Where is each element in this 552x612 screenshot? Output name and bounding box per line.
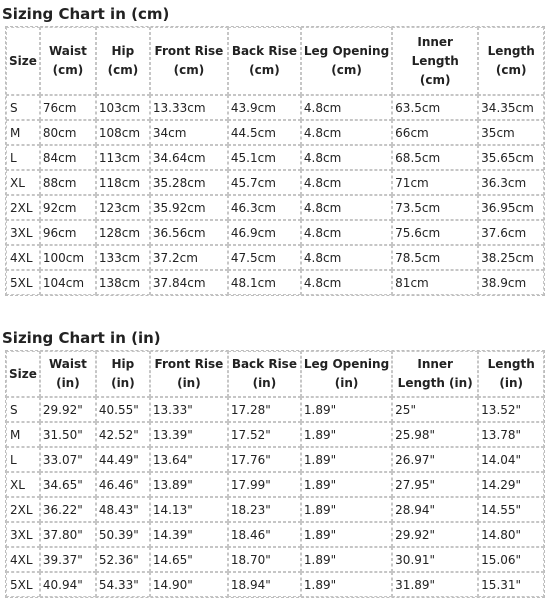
measurement-cell: 96cm: [40, 220, 96, 245]
measurement-cell: 31.50": [40, 422, 96, 447]
measurement-cell: 34.64cm: [150, 145, 228, 170]
table-row: [6, 397, 544, 422]
column-header: [40, 351, 96, 397]
measurement-cell: 29.92": [40, 397, 96, 422]
measurement-cell: 92cm: [40, 195, 96, 220]
measurement-cell: 34.35cm: [478, 95, 544, 120]
size-cell: S: [6, 397, 40, 422]
measurement-cell: 133cm: [96, 245, 150, 270]
table-row: [6, 447, 544, 472]
table-row: [6, 270, 544, 295]
column-header: [6, 27, 40, 95]
measurement-cell: 4.8cm: [301, 145, 392, 170]
measurement-cell: 18.23": [228, 497, 301, 522]
measurement-cell: 46.9cm: [228, 220, 301, 245]
column-header: [228, 351, 301, 397]
column-header-line: Back Rise: [231, 44, 297, 58]
measurement-cell: 14.90": [150, 572, 228, 597]
measurement-cell: 31.89": [392, 572, 478, 597]
measurement-cell: 13.89": [150, 472, 228, 497]
column-header-line: Front Rise: [154, 44, 224, 58]
measurement-cell: 75.6cm: [392, 220, 478, 245]
size-cell: 3XL: [6, 522, 40, 547]
table-row: [6, 195, 544, 220]
measurement-cell: 37.6cm: [478, 220, 544, 245]
measurement-cell: 17.99": [228, 472, 301, 497]
column-header: [478, 351, 544, 397]
measurement-cell: 17.28": [228, 397, 301, 422]
measurement-cell: 48.43": [96, 497, 150, 522]
column-header: [301, 351, 392, 397]
measurement-cell: 17.52": [228, 422, 301, 447]
measurement-cell: 4.8cm: [301, 95, 392, 120]
measurement-cell: 66cm: [392, 120, 478, 145]
measurement-cell: 1.89": [301, 447, 392, 472]
column-header: [301, 27, 392, 95]
size-cell: 4XL: [6, 245, 40, 270]
measurement-cell: 84cm: [40, 145, 96, 170]
measurement-cell: 40.94": [40, 572, 96, 597]
measurement-cell: 52.36": [96, 547, 150, 572]
measurement-cell: 38.25cm: [478, 245, 544, 270]
in-sizing-section: [2, 326, 550, 598]
size-cell: 3XL: [6, 220, 40, 245]
measurement-cell: 44.49": [96, 447, 150, 472]
column-header-line: Front Rise: [154, 357, 224, 371]
measurement-cell: 36.56cm: [150, 220, 228, 245]
cm-sizing-table: [5, 26, 545, 296]
measurement-cell: 40.55": [96, 397, 150, 422]
measurement-cell: 44.5cm: [228, 120, 301, 145]
column-header-line: Size: [9, 53, 37, 68]
size-cell: 5XL: [6, 572, 40, 597]
table-row: [6, 572, 544, 597]
column-header: [392, 351, 478, 397]
measurement-cell: 14.13": [150, 497, 228, 522]
size-cell: 5XL: [6, 270, 40, 295]
measurement-cell: 1.89": [301, 422, 392, 447]
column-header-line: Inner: [417, 34, 453, 49]
measurement-cell: 1.89": [301, 547, 392, 572]
measurement-cell: 14.65": [150, 547, 228, 572]
table-row: [6, 120, 544, 145]
column-header-line: (cm): [495, 63, 527, 77]
column-header-line: Back Rise: [231, 357, 297, 371]
table-row: [6, 95, 544, 120]
measurement-cell: 30.91": [392, 547, 478, 572]
measurement-cell: 138cm: [96, 270, 150, 295]
measurement-cell: 80cm: [40, 120, 96, 145]
measurement-cell: 13.64": [150, 447, 228, 472]
measurement-cell: 4.8cm: [301, 220, 392, 245]
measurement-cell: 13.33cm: [150, 95, 228, 120]
table-row: [6, 422, 544, 447]
size-cell: 2XL: [6, 497, 40, 522]
measurement-cell: 100cm: [40, 245, 96, 270]
measurement-cell: 108cm: [96, 120, 150, 145]
measurement-cell: 73.5cm: [392, 195, 478, 220]
measurement-cell: 35.28cm: [150, 170, 228, 195]
measurement-cell: 18.70": [228, 547, 301, 572]
column-header-line: Leg Opening: [303, 44, 390, 58]
measurement-cell: 36.22": [40, 497, 96, 522]
measurement-cell: 35cm: [478, 120, 544, 145]
measurement-cell: 15.31": [478, 572, 544, 597]
measurement-cell: 128cm: [96, 220, 150, 245]
measurement-cell: 36.3cm: [478, 170, 544, 195]
measurement-cell: 1.89": [301, 497, 392, 522]
measurement-cell: 37.2cm: [150, 245, 228, 270]
size-cell: L: [6, 447, 40, 472]
column-header-line: (cm): [52, 63, 84, 77]
measurement-cell: 1.89": [301, 472, 392, 497]
column-header-line: Length: [411, 53, 459, 68]
measurement-cell: 27.95": [392, 472, 478, 497]
column-header-line: (in): [111, 376, 135, 390]
measurement-cell: 18.94": [228, 572, 301, 597]
measurement-cell: 39.37": [40, 547, 96, 572]
measurement-cell: 14.39": [150, 522, 228, 547]
measurement-cell: 113cm: [96, 145, 150, 170]
measurement-cell: 4.8cm: [301, 195, 392, 220]
measurement-cell: 34cm: [150, 120, 228, 145]
table-header-row: [6, 27, 544, 95]
size-cell: M: [6, 120, 40, 145]
column-header-line: Size: [9, 366, 37, 381]
column-header-line: (in): [177, 376, 201, 390]
measurement-cell: 35.65cm: [478, 145, 544, 170]
column-header-line: Hip: [111, 357, 135, 371]
table-row: [6, 547, 544, 572]
column-header: [478, 27, 544, 95]
measurement-cell: 38.9cm: [478, 270, 544, 295]
column-header: [150, 27, 228, 95]
column-header-line: Inner: [417, 357, 453, 371]
table-row: [6, 522, 544, 547]
size-cell: XL: [6, 170, 40, 195]
measurement-cell: 4.8cm: [301, 245, 392, 270]
measurement-cell: 50.39": [96, 522, 150, 547]
size-cell: M: [6, 422, 40, 447]
measurement-cell: 118cm: [96, 170, 150, 195]
measurement-cell: 42.52": [96, 422, 150, 447]
measurement-cell: 76cm: [40, 95, 96, 120]
column-header: [228, 27, 301, 95]
measurement-cell: 14.80": [478, 522, 544, 547]
cm-sizing-section: [2, 2, 550, 296]
column-header-line: (cm): [173, 63, 205, 77]
measurement-cell: 123cm: [96, 195, 150, 220]
column-header-line: Length: [487, 44, 535, 58]
table-row: [6, 170, 544, 195]
in-sizing-table: [5, 350, 545, 598]
measurement-cell: 29.92": [392, 522, 478, 547]
measurement-cell: 46.3cm: [228, 195, 301, 220]
measurement-cell: 78.5cm: [392, 245, 478, 270]
table-row: [6, 497, 544, 522]
measurement-cell: 26.97": [392, 447, 478, 472]
column-header-line: (cm): [419, 72, 451, 87]
measurement-cell: 63.5cm: [392, 95, 478, 120]
column-header-line: Leg Opening: [303, 357, 390, 371]
column-header-line: Waist: [48, 44, 87, 58]
measurement-cell: 13.78": [478, 422, 544, 447]
measurement-cell: 45.7cm: [228, 170, 301, 195]
measurement-cell: 13.33": [150, 397, 228, 422]
table-row: [6, 145, 544, 170]
column-header-line: Waist: [48, 357, 87, 371]
measurement-cell: 37.84cm: [150, 270, 228, 295]
measurement-cell: 25.98": [392, 422, 478, 447]
column-header: [96, 351, 150, 397]
column-header-line: (in): [56, 376, 80, 390]
table-row: [6, 245, 544, 270]
size-cell: S: [6, 95, 40, 120]
size-cell: 4XL: [6, 547, 40, 572]
measurement-cell: 46.46": [96, 472, 150, 497]
table-row: [6, 220, 544, 245]
size-cell: XL: [6, 472, 40, 497]
measurement-cell: 34.65": [40, 472, 96, 497]
column-header: [40, 27, 96, 95]
measurement-cell: 81cm: [392, 270, 478, 295]
column-header-line: Length: [487, 357, 535, 371]
measurement-cell: 47.5cm: [228, 245, 301, 270]
measurement-cell: 28.94": [392, 497, 478, 522]
in-chart-title: Sizing Chart in (in): [2, 329, 161, 347]
measurement-cell: 103cm: [96, 95, 150, 120]
table-row: [6, 472, 544, 497]
column-header: [96, 27, 150, 95]
measurement-cell: 1.89": [301, 572, 392, 597]
measurement-cell: 4.8cm: [301, 120, 392, 145]
measurement-cell: 36.95cm: [478, 195, 544, 220]
measurement-cell: 35.92cm: [150, 195, 228, 220]
measurement-cell: 4.8cm: [301, 170, 392, 195]
column-header-line: (in): [499, 376, 523, 390]
measurement-cell: 33.07": [40, 447, 96, 472]
column-header-line: (cm): [331, 63, 362, 77]
measurement-cell: 43.9cm: [228, 95, 301, 120]
measurement-cell: 104cm: [40, 270, 96, 295]
column-header-line: (in): [334, 376, 359, 390]
measurement-cell: 4.8cm: [301, 270, 392, 295]
measurement-cell: 54.33": [96, 572, 150, 597]
measurement-cell: 18.46": [228, 522, 301, 547]
column-header-line: (cm): [249, 63, 280, 77]
measurement-cell: 1.89": [301, 397, 392, 422]
measurement-cell: 48.1cm: [228, 270, 301, 295]
column-header-line: (in): [252, 376, 277, 390]
size-cell: L: [6, 145, 40, 170]
cm-chart-title: Sizing Chart in (cm): [2, 5, 170, 23]
measurement-cell: 14.29": [478, 472, 544, 497]
column-header-line: Hip: [111, 44, 135, 58]
measurement-cell: 88cm: [40, 170, 96, 195]
measurement-cell: 13.39": [150, 422, 228, 447]
size-cell: 2XL: [6, 195, 40, 220]
measurement-cell: 1.89": [301, 522, 392, 547]
table-header-row: [6, 351, 544, 397]
measurement-cell: 45.1cm: [228, 145, 301, 170]
measurement-cell: 68.5cm: [392, 145, 478, 170]
measurement-cell: 37.80": [40, 522, 96, 547]
measurement-cell: 13.52": [478, 397, 544, 422]
measurement-cell: 71cm: [392, 170, 478, 195]
column-header: [150, 351, 228, 397]
column-header: [6, 351, 40, 397]
measurement-cell: 25": [392, 397, 478, 422]
measurement-cell: 14.04": [478, 447, 544, 472]
column-header-line: (cm): [107, 63, 139, 77]
measurement-cell: 17.76": [228, 447, 301, 472]
column-header-line: Length (in): [397, 376, 473, 390]
measurement-cell: 14.55": [478, 497, 544, 522]
measurement-cell: 15.06": [478, 547, 544, 572]
column-header: [392, 27, 478, 95]
